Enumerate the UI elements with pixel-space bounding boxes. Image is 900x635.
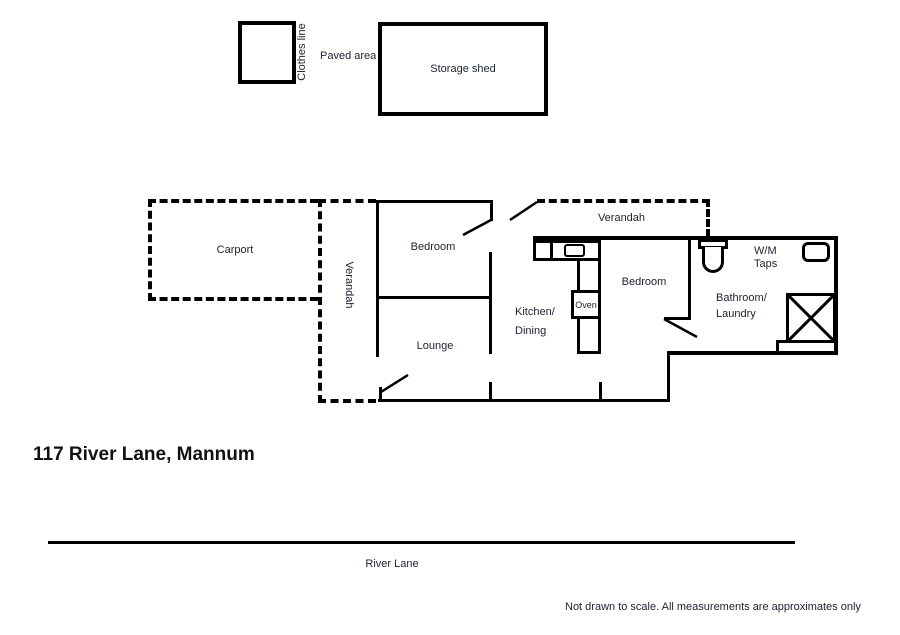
wall-bedroom1-lounge [377, 296, 491, 299]
road-label: River Lane [365, 558, 419, 570]
wall-step [667, 351, 670, 402]
wall-bedroom2-door-head [664, 317, 691, 320]
wall-bedroom2-right [688, 238, 691, 319]
shower-icon [786, 293, 836, 343]
kitchen-label-line2: Dining [515, 325, 547, 337]
wall-exterior-top-left [376, 200, 493, 203]
page-title: 117 River Lane, Mannum [33, 444, 255, 465]
back-door-swing [381, 375, 408, 392]
shower-cross-icon [789, 296, 833, 340]
bedroom2-label: Bedroom [621, 276, 667, 288]
wm-taps-line1: W/M [754, 245, 777, 257]
basin-icon [802, 242, 830, 262]
clothes-line-box [238, 21, 296, 84]
disclaimer-text: Not drawn to scale. All measurements are approximates only [565, 601, 861, 613]
storage-shed-label: Storage shed [430, 62, 496, 75]
wm-taps-label [754, 245, 777, 271]
front-corner-door-swing [510, 202, 537, 220]
wall-lounge-kitchen [489, 252, 492, 354]
wm-taps-line2: Taps [754, 258, 778, 270]
wall-exterior-left [376, 200, 379, 357]
wall-backdoor-stub [379, 387, 382, 402]
verandah-front-label: Verandah [597, 212, 646, 224]
toilet-bowl-icon [702, 247, 724, 273]
wall-stub-kitchen [599, 382, 602, 402]
bathroom-label-line1: Bathroom/ [716, 292, 767, 304]
wall-exterior-bottom [378, 399, 670, 402]
kitchen-dining-label [515, 303, 555, 341]
oven-box [571, 290, 601, 319]
shower-tray [776, 340, 837, 354]
lounge-label: Lounge [416, 340, 454, 352]
bedroom1-door-swing [463, 220, 491, 235]
clothes-line-label: Clothes line [296, 23, 308, 81]
verandah-front-area [537, 199, 710, 237]
carport-area [148, 199, 318, 301]
bathroom-label-line2: Laundry [716, 308, 756, 320]
paved-area-label: Paved area [320, 50, 377, 62]
oven-label: Oven [575, 299, 597, 310]
wall-stub-lounge [489, 382, 492, 402]
kitchen-sink-icon [564, 244, 585, 257]
wall-front-door-stub [490, 200, 493, 221]
road-line [48, 541, 795, 544]
bedroom1-label: Bedroom [410, 241, 456, 253]
bathroom-laundry-label [716, 290, 767, 322]
storage-shed-box [378, 22, 548, 116]
kitchen-bench-divider [550, 240, 553, 261]
verandah-side-label: Verandah [343, 261, 355, 309]
bedroom2-door-swing [664, 319, 697, 337]
kitchen-label-line1: Kitchen/ [515, 306, 555, 318]
carport-label: Carport [216, 243, 254, 256]
